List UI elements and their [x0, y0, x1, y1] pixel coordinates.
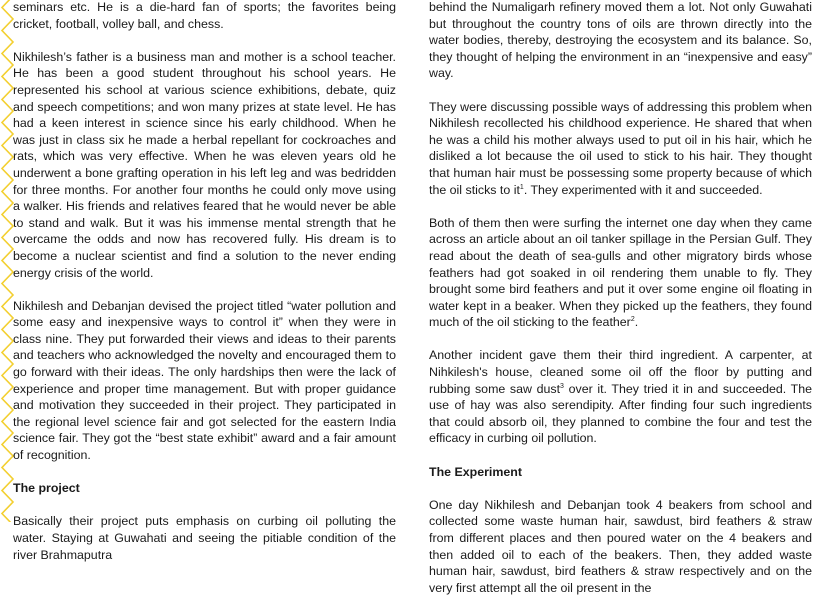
paragraph-refinery: behind the Numaligarh refinery moved them a lot. Not only Guwahati but throughout the country tons of oils are thrown directly into the water bodies, thereby, destroying the ecosystem and its balance. So, they thought of helping the environment in an “inexpensive and easy” way.	[429, 0, 812, 81]
footnote-ref-1: 1	[519, 183, 524, 191]
text: They were discussing possible ways of addressing this problem when Nikhilesh recollected his childhood experience. He shared that when he was a child his mother always used to put oil in his hair, which he disliked a lot because the oil used to stick to his hair. They thought that human hair must be possessing some property because of which the oil sticks to it	[429, 99, 812, 197]
footnote-ref-3: 3	[560, 382, 564, 390]
paragraph-sawdust	[429, 347, 812, 447]
paragraph-human-hair	[429, 99, 812, 199]
paragraph-hobbies: seminars etc. He is a die-hard fan of sports; the favorites being cricket, football, volley ball, and chess.	[13, 0, 396, 31]
left-column	[13, 0, 396, 580]
text: .	[634, 315, 639, 330]
text: Both of them then were surfing the internet one day when they came across an article about an oil tanker spillage in the Persian Gulf. They read about the death of sea-gulls and other migratory birds whose feathers had got soaked in oil rendering them unable to fly. They brought some bird feathers and put it over some engine oil floating in water kept in a beaker. When they picked up the feathers, they found much of the oil sticking to the feather	[429, 215, 812, 330]
text: over it. They tried it in and succeeded. The use of hay was also serendipity. After finding four such ingredients that could absorb oil, they planned to combine the four and test the efficacy in curbing oil pollution.	[429, 381, 812, 446]
paragraph-family-background: Nikhilesh’s father is a business man and mother is a school teacher. He has been a good student throughout his school years. He represented his school at various science exhibitions, debate, quiz and speech competitions; and won many prizes at state level. He has had a keen interest in science since his early childhood. When he was just in class six he made a herbal repellant for cockroaches and rats, which was very effective. When he was eleven years old he underwent a bone grafting operation in his left leg and was bedridden for three months. For another four months he could only move using a walker. His friends and relatives feared that he would never be able to stand and walk. But it was his immense mental strength that he overcame the odds and now has recovered fully. His dream is to become a nuclear scientist and find a solution to the never ending energy crisis of the world.	[13, 49, 396, 280]
paragraph-project-origin: Nikhilesh and Debanjan devised the project titled “water pollution and some easy and inexpensive ways to control it” when they were in class nine. They put forwarded their views and ideas to their parents and teachers who acknowledged the novelty and encouraged them to go forward with their ideas. The only hardships then were the lack of experience and proper time management. But with proper guidance and motivation they succeeded in their project. They participated in the regional level science fair and got selected for the eastern India science fair. They got the “best state exhibit” award and a fair amount of recognition.	[13, 298, 396, 463]
footnote-ref-2: 2	[630, 316, 635, 324]
heading-the-project: The project	[13, 481, 80, 496]
text: . They experimented with it and succeeded.	[523, 182, 763, 197]
heading-the-experiment: The Experiment	[429, 464, 522, 479]
paragraph-bird-feathers	[429, 215, 812, 331]
paragraph-project-intro: Basically their project puts emphasis on curbing oil polluting the water. Staying at Guwahati and seeing the pitiable condition of the river Brahmaputra	[13, 514, 396, 562]
right-column	[429, 0, 812, 613]
text: Another incident gave them their third ingredient. A carpenter, at Nihkilesh's house, cleaned some oil off the floor by putting and rubbing some saw dust	[429, 348, 812, 396]
paragraph-experiment: One day Nikhilesh and Debanjan took 4 beakers from school and collected some waste human hair, sawdust, bird feathers & straw from different places and then poured water on the 4 beakers and then added oil to each of the beakers. Then, they added waste human hair, sawdust, bird feathers & straw respectively and on the very first attempt all the oil present in the	[429, 497, 812, 595]
